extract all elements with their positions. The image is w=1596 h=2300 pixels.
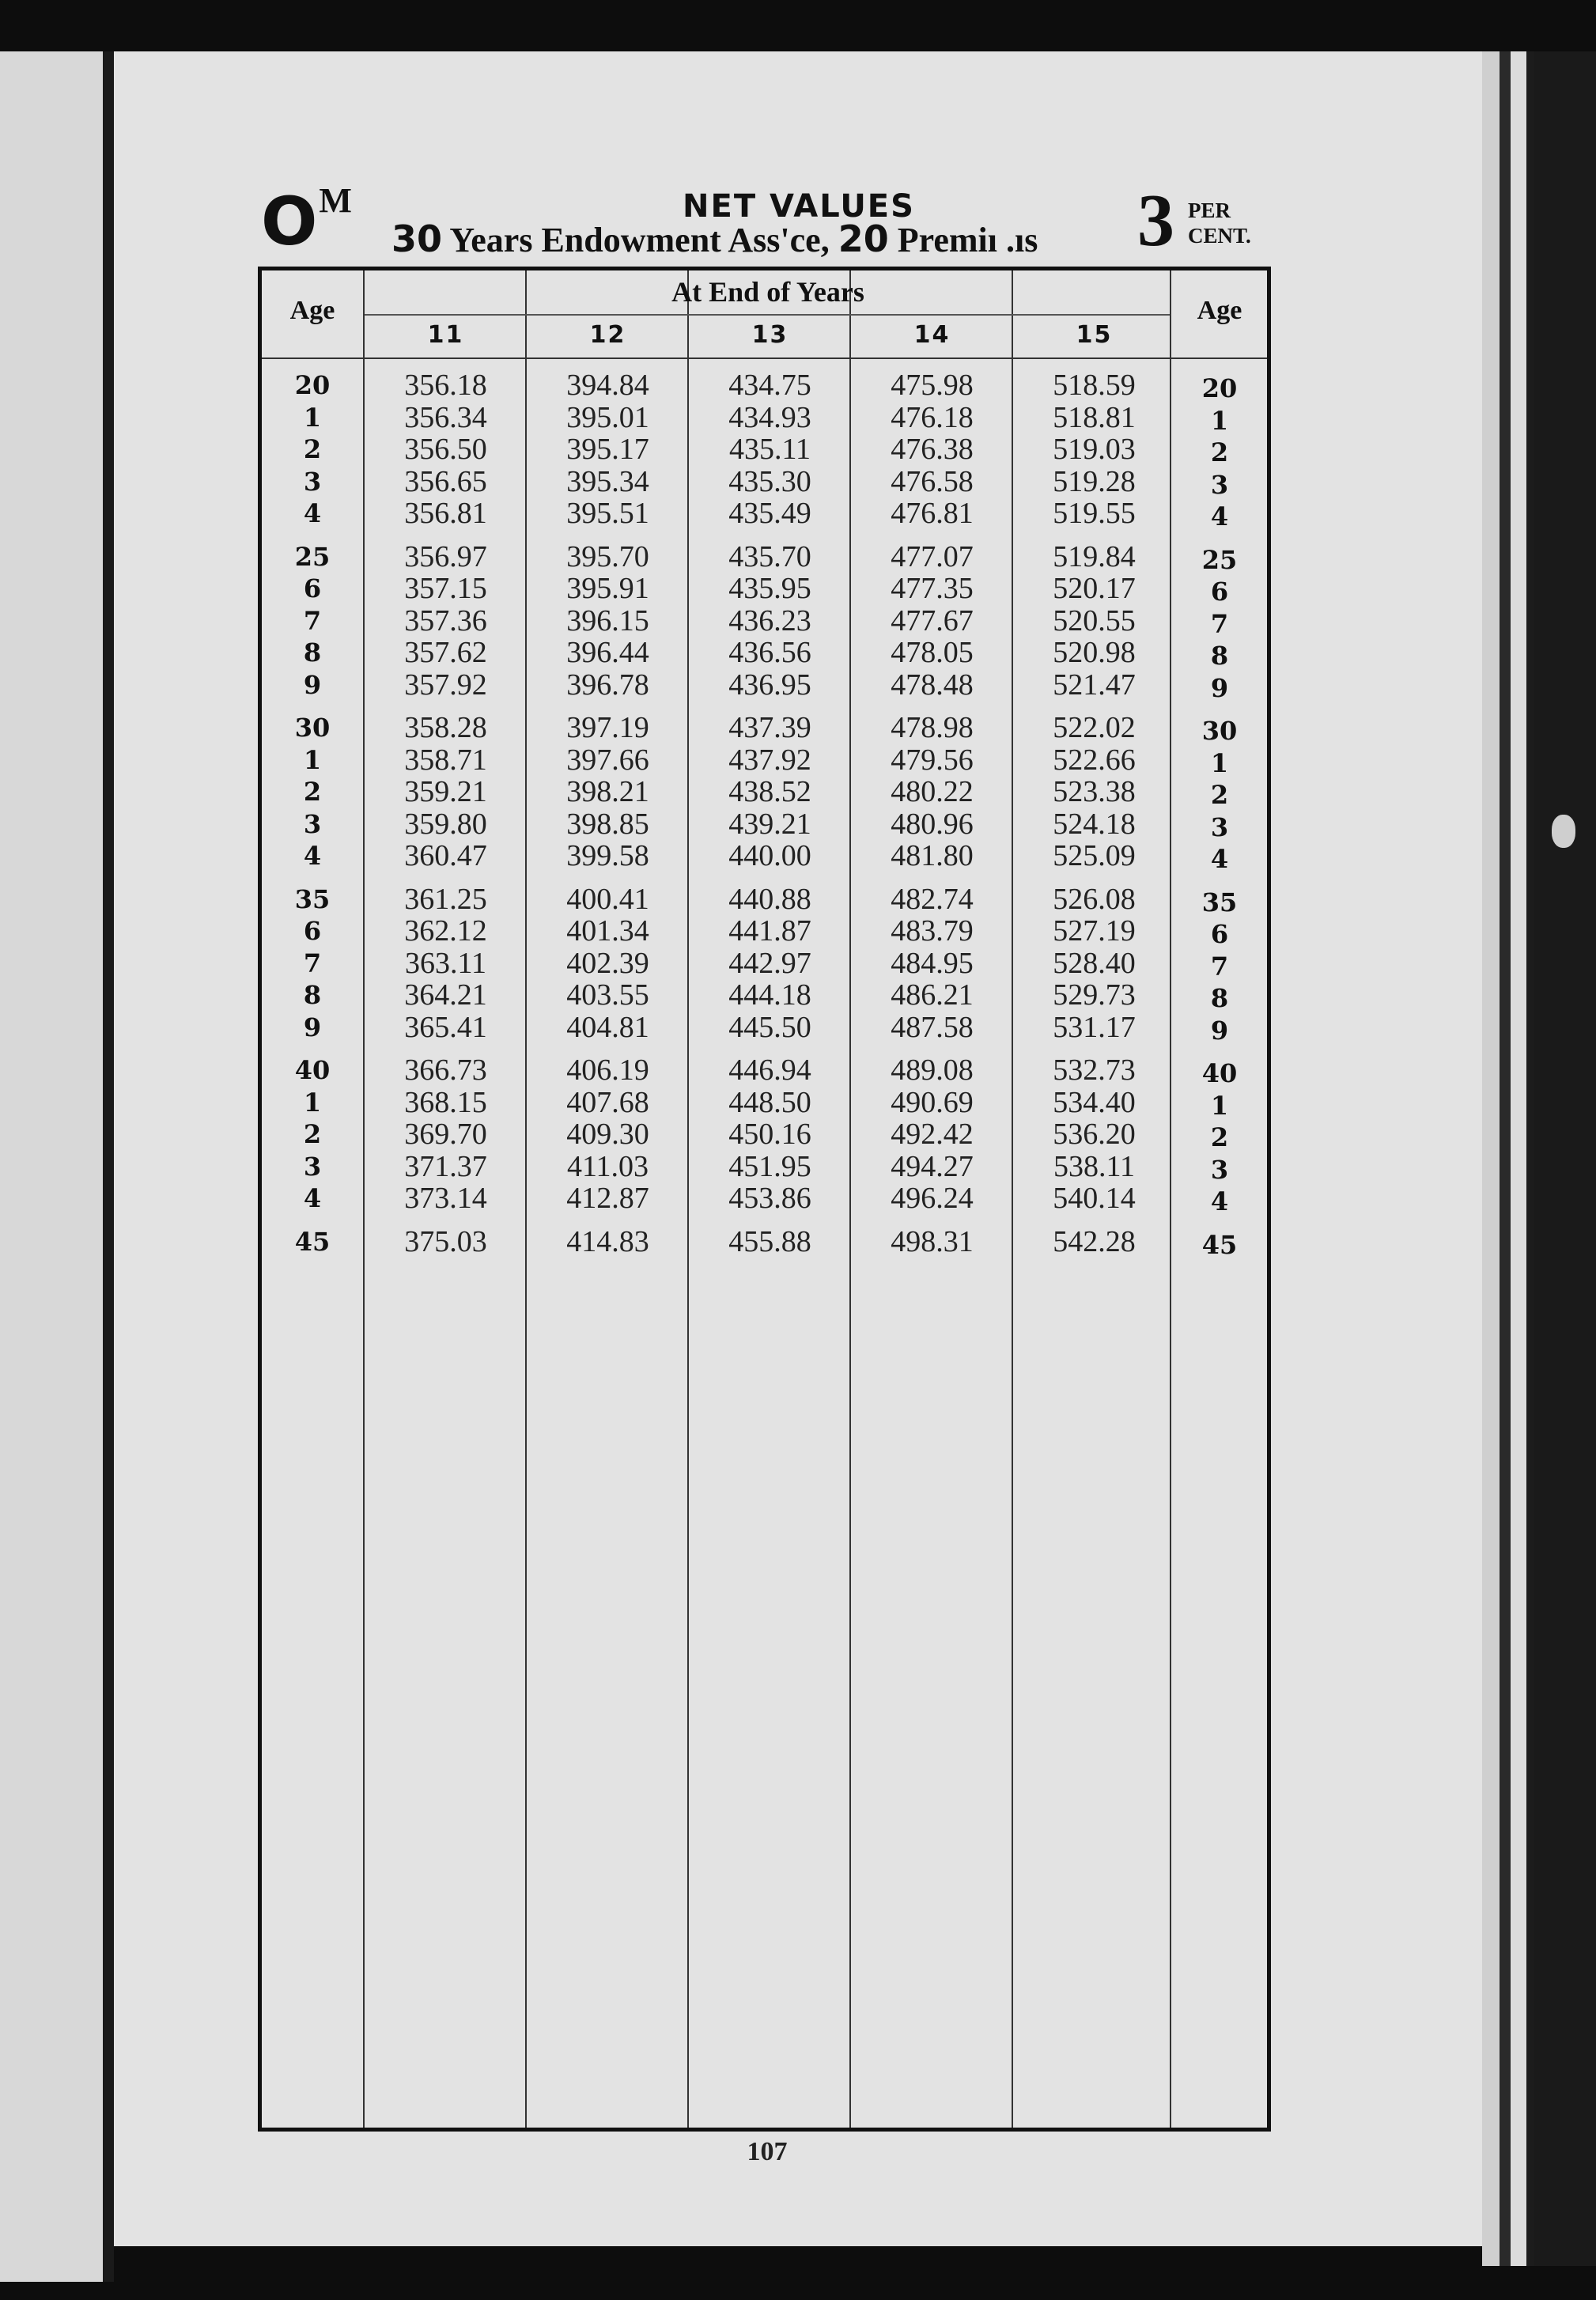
value-cell: 394.84 bbox=[566, 369, 649, 402]
age-cell-left: 2 bbox=[303, 434, 322, 464]
value-cell: 518.59 bbox=[1053, 369, 1136, 402]
value-cell: 480.22 bbox=[891, 775, 974, 808]
value-cell: 532.73 bbox=[1053, 1054, 1136, 1087]
page-number: 107 bbox=[747, 2137, 788, 2166]
value-cell: 396.15 bbox=[566, 603, 649, 637]
value-cell: 476.38 bbox=[891, 433, 974, 466]
age-cell-right: 4 bbox=[1210, 501, 1229, 531]
value-cell: 450.16 bbox=[728, 1118, 811, 1151]
value-cell: 395.70 bbox=[566, 539, 649, 573]
value-cell: 445.50 bbox=[728, 1010, 811, 1044]
value-cell: 434.93 bbox=[728, 400, 811, 434]
value-cell: 492.42 bbox=[891, 1118, 974, 1151]
value-cell: 529.73 bbox=[1053, 978, 1136, 1012]
age-cell-left: 6 bbox=[303, 573, 322, 603]
age-cell-left: 8 bbox=[303, 980, 322, 1010]
table-code-letter: O bbox=[261, 183, 318, 260]
page-edge-strip bbox=[1482, 51, 1500, 2266]
value-cell: 398.21 bbox=[566, 775, 649, 808]
value-cell: 364.21 bbox=[404, 978, 487, 1012]
column-header: 12 bbox=[589, 321, 626, 349]
value-cell: 356.65 bbox=[404, 464, 487, 498]
value-cell: 446.94 bbox=[728, 1054, 811, 1087]
value-cell: 411.03 bbox=[566, 1149, 649, 1183]
value-cell: 369.70 bbox=[404, 1118, 487, 1151]
age-header-right: Age bbox=[1197, 296, 1242, 325]
value-cell: 477.07 bbox=[891, 539, 974, 573]
value-cell: 398.85 bbox=[566, 807, 649, 841]
value-cell: 365.41 bbox=[404, 1010, 487, 1044]
value-cell: 496.24 bbox=[891, 1182, 974, 1215]
value-cell: 526.08 bbox=[1053, 882, 1136, 916]
rate-cent: CENT. bbox=[1188, 224, 1251, 248]
subtitle-years: 30 bbox=[391, 218, 443, 260]
age-cell-left: 40 bbox=[294, 1055, 331, 1085]
value-cell: 403.55 bbox=[566, 978, 649, 1012]
value-cell: 441.87 bbox=[728, 914, 811, 948]
table-code-superscript: M bbox=[319, 181, 352, 220]
page-edge-strip bbox=[1526, 51, 1534, 2266]
age-cell-right: 8 bbox=[1210, 983, 1229, 1013]
age-cell-right: 4 bbox=[1210, 844, 1229, 874]
value-cell: 356.18 bbox=[404, 369, 487, 402]
value-cell: 519.55 bbox=[1053, 497, 1136, 530]
value-cell: 404.81 bbox=[566, 1010, 649, 1044]
subheader-rule bbox=[365, 314, 1170, 316]
value-cell: 478.05 bbox=[891, 636, 974, 669]
age-cell-left: 4 bbox=[303, 498, 322, 528]
value-cell: 361.25 bbox=[404, 882, 487, 916]
age-cell-right: 40 bbox=[1201, 1058, 1238, 1088]
value-cell: 542.28 bbox=[1053, 1224, 1136, 1258]
value-cell: 396.44 bbox=[566, 636, 649, 669]
value-cell: 477.67 bbox=[891, 603, 974, 637]
age-cell-left: 25 bbox=[294, 541, 331, 572]
value-cell: 356.50 bbox=[404, 433, 487, 466]
value-cell: 453.86 bbox=[728, 1182, 811, 1215]
age-cell-left: 35 bbox=[294, 883, 331, 914]
age-cell-right: 7 bbox=[1210, 608, 1229, 639]
page-title: NET VALUES bbox=[683, 188, 915, 225]
age-cell-right: 20 bbox=[1201, 373, 1238, 403]
value-cell: 434.75 bbox=[728, 369, 811, 402]
subtitle-premiums-count: 20 bbox=[838, 218, 889, 260]
age-cell-right: 1 bbox=[1210, 1090, 1229, 1121]
age-cell-left: 7 bbox=[303, 605, 322, 636]
value-cell: 359.21 bbox=[404, 775, 487, 808]
value-cell: 442.97 bbox=[728, 946, 811, 980]
value-cell: 531.17 bbox=[1053, 1010, 1136, 1044]
value-cell: 523.38 bbox=[1053, 775, 1136, 808]
age-cell-left: 3 bbox=[303, 466, 322, 497]
value-cell: 522.66 bbox=[1053, 743, 1136, 777]
age-cell-right: 9 bbox=[1210, 1015, 1229, 1046]
age-cell-left: 2 bbox=[303, 1119, 322, 1149]
value-cell: 400.41 bbox=[566, 882, 649, 916]
value-cell: 357.15 bbox=[404, 572, 487, 605]
age-cell-right: 9 bbox=[1210, 672, 1229, 703]
page-edge-strip bbox=[1500, 51, 1511, 2266]
value-cell: 448.50 bbox=[728, 1085, 811, 1119]
age-cell-right: 3 bbox=[1210, 811, 1229, 842]
value-cell: 368.15 bbox=[404, 1085, 487, 1119]
value-cell: 436.56 bbox=[728, 636, 811, 669]
age-cell-right: 35 bbox=[1201, 887, 1238, 917]
page-edge-strip bbox=[1511, 51, 1526, 2266]
value-cell: 519.84 bbox=[1053, 539, 1136, 573]
value-cell: 476.81 bbox=[891, 497, 974, 530]
age-cell-left: 3 bbox=[303, 1151, 322, 1182]
value-cell: 395.01 bbox=[566, 400, 649, 434]
value-cell: 402.39 bbox=[566, 946, 649, 980]
age-cell-left: 45 bbox=[294, 1226, 331, 1257]
value-cell: 482.74 bbox=[891, 882, 974, 916]
age-cell-left: 4 bbox=[303, 1183, 322, 1213]
value-cell: 356.81 bbox=[404, 497, 487, 530]
value-cell: 359.80 bbox=[404, 807, 487, 841]
value-cell: 395.17 bbox=[566, 433, 649, 466]
value-cell: 397.19 bbox=[566, 711, 649, 744]
value-cell: 437.39 bbox=[728, 711, 811, 744]
value-cell: 494.27 bbox=[891, 1149, 974, 1183]
age-cell-left: 8 bbox=[303, 637, 322, 668]
value-cell: 483.79 bbox=[891, 914, 974, 948]
value-cell: 524.18 bbox=[1053, 807, 1136, 841]
value-cell: 399.58 bbox=[566, 839, 649, 872]
age-cell-right: 2 bbox=[1210, 1122, 1229, 1152]
value-cell: 540.14 bbox=[1053, 1182, 1136, 1215]
value-cell: 437.92 bbox=[728, 743, 811, 777]
age-cell-right: 45 bbox=[1201, 1229, 1238, 1260]
value-cell: 396.78 bbox=[566, 668, 649, 702]
age-cell-right: 1 bbox=[1210, 405, 1229, 436]
value-cell: 519.03 bbox=[1053, 433, 1136, 466]
age-cell-left: 3 bbox=[303, 808, 322, 839]
value-cell: 412.87 bbox=[566, 1182, 649, 1215]
value-cell: 475.98 bbox=[891, 369, 974, 402]
value-cell: 406.19 bbox=[566, 1054, 649, 1087]
value-cell: 476.58 bbox=[891, 464, 974, 498]
age-cell-right: 30 bbox=[1201, 716, 1238, 746]
value-cell: 373.14 bbox=[404, 1182, 487, 1215]
value-cell: 478.48 bbox=[891, 668, 974, 702]
value-cell: 520.98 bbox=[1053, 636, 1136, 669]
value-cell: 498.31 bbox=[891, 1224, 974, 1258]
value-cell: 527.19 bbox=[1053, 914, 1136, 948]
scan-speck bbox=[1552, 815, 1575, 848]
binding-gutter bbox=[103, 51, 114, 2282]
value-cell: 439.21 bbox=[728, 807, 811, 841]
value-cell: 481.80 bbox=[891, 839, 974, 872]
column-header: 15 bbox=[1076, 321, 1113, 349]
age-cell-left: 1 bbox=[303, 744, 322, 775]
age-cell-right: 8 bbox=[1210, 641, 1229, 671]
age-cell-right: 6 bbox=[1210, 919, 1229, 949]
value-cell: 356.34 bbox=[404, 400, 487, 434]
value-cell: 371.37 bbox=[404, 1149, 487, 1183]
age-cell-left: 20 bbox=[294, 370, 331, 400]
value-cell: 409.30 bbox=[566, 1118, 649, 1151]
value-cell: 435.70 bbox=[728, 539, 811, 573]
value-cell: 525.09 bbox=[1053, 839, 1136, 872]
value-cell: 520.55 bbox=[1053, 603, 1136, 637]
age-cell-right: 6 bbox=[1210, 577, 1229, 607]
age-cell-right: 2 bbox=[1210, 437, 1229, 467]
value-cell: 521.47 bbox=[1053, 668, 1136, 702]
value-cell: 487.58 bbox=[891, 1010, 974, 1044]
age-cell-left: 2 bbox=[303, 777, 322, 807]
age-cell-left: 1 bbox=[303, 1087, 322, 1118]
age-cell-right: 7 bbox=[1210, 951, 1229, 982]
column-header: 13 bbox=[751, 321, 789, 349]
age-cell-left: 30 bbox=[294, 713, 331, 743]
value-cell: 395.91 bbox=[566, 572, 649, 605]
header-rule bbox=[262, 357, 1267, 359]
value-cell: 366.73 bbox=[404, 1054, 487, 1087]
value-cell: 519.28 bbox=[1053, 464, 1136, 498]
value-cell: 455.88 bbox=[728, 1224, 811, 1258]
subtitle-premiums-text: Premiı .ıs bbox=[888, 221, 1038, 259]
value-cell: 520.17 bbox=[1053, 572, 1136, 605]
age-cell-left: 7 bbox=[303, 948, 322, 978]
age-cell-left: 9 bbox=[303, 1012, 322, 1042]
value-cell: 534.40 bbox=[1053, 1085, 1136, 1119]
age-cell-left: 4 bbox=[303, 841, 322, 871]
net-values-table bbox=[258, 267, 1271, 2132]
value-cell: 436.95 bbox=[728, 668, 811, 702]
value-cell: 401.34 bbox=[566, 914, 649, 948]
value-cell: 414.83 bbox=[566, 1224, 649, 1258]
age-cell-right: 25 bbox=[1201, 544, 1238, 575]
value-cell: 486.21 bbox=[891, 978, 974, 1012]
value-cell: 395.34 bbox=[566, 464, 649, 498]
subtitle-text: Years Endowment Ass'ce, bbox=[442, 221, 838, 259]
value-cell: 440.00 bbox=[728, 839, 811, 872]
value-cell: 538.11 bbox=[1053, 1149, 1136, 1183]
value-cell: 528.40 bbox=[1053, 946, 1136, 980]
value-cell: 362.12 bbox=[404, 914, 487, 948]
age-cell-left: 1 bbox=[303, 402, 322, 433]
value-cell: 489.08 bbox=[891, 1054, 974, 1087]
age-cell-right: 1 bbox=[1210, 747, 1229, 778]
value-cell: 436.23 bbox=[728, 603, 811, 637]
age-cell-right: 4 bbox=[1210, 1186, 1229, 1216]
value-cell: 478.98 bbox=[891, 711, 974, 744]
value-cell: 522.02 bbox=[1053, 711, 1136, 744]
value-cell: 356.97 bbox=[404, 539, 487, 573]
value-cell: 357.62 bbox=[404, 636, 487, 669]
value-cell: 357.36 bbox=[404, 603, 487, 637]
value-cell: 490.69 bbox=[891, 1085, 974, 1119]
age-cell-right: 3 bbox=[1210, 469, 1229, 500]
at-end-of-years-header: At End of Years bbox=[671, 276, 864, 308]
value-cell: 435.30 bbox=[728, 464, 811, 498]
value-cell: 435.49 bbox=[728, 497, 811, 530]
value-cell: 375.03 bbox=[404, 1224, 487, 1258]
page-edge-strip bbox=[1534, 51, 1596, 2266]
value-cell: 438.52 bbox=[728, 775, 811, 808]
age-cell-right: 3 bbox=[1210, 1154, 1229, 1185]
value-cell: 407.68 bbox=[566, 1085, 649, 1119]
value-cell: 357.92 bbox=[404, 668, 487, 702]
value-cell: 363.11 bbox=[404, 946, 487, 980]
column-header: 14 bbox=[913, 321, 951, 349]
value-cell: 518.81 bbox=[1053, 400, 1136, 434]
facing-page-edge bbox=[0, 51, 103, 2282]
value-cell: 484.95 bbox=[891, 946, 974, 980]
age-cell-left: 6 bbox=[303, 916, 322, 946]
value-cell: 360.47 bbox=[404, 839, 487, 872]
interest-rate-number: 3 bbox=[1137, 180, 1174, 262]
column-header: 11 bbox=[427, 321, 464, 349]
age-header-left: Age bbox=[289, 296, 335, 325]
interest-rate-label bbox=[1188, 198, 1251, 248]
page-subtitle bbox=[391, 218, 1038, 260]
value-cell: 358.71 bbox=[404, 743, 487, 777]
value-cell: 476.18 bbox=[891, 400, 974, 434]
value-cell: 479.56 bbox=[891, 743, 974, 777]
value-cell: 480.96 bbox=[891, 807, 974, 841]
value-cell: 397.66 bbox=[566, 743, 649, 777]
age-cell-right: 2 bbox=[1210, 780, 1229, 810]
value-cell: 536.20 bbox=[1053, 1118, 1136, 1151]
value-cell: 435.11 bbox=[728, 433, 811, 466]
value-cell: 477.35 bbox=[891, 572, 974, 605]
value-cell: 451.95 bbox=[728, 1149, 811, 1183]
value-cell: 395.51 bbox=[566, 497, 649, 530]
value-cell: 444.18 bbox=[728, 978, 811, 1012]
value-cell: 358.28 bbox=[404, 711, 487, 744]
value-cell: 440.88 bbox=[728, 882, 811, 916]
rate-per: PER bbox=[1188, 199, 1231, 222]
value-cell: 435.95 bbox=[728, 572, 811, 605]
age-cell-left: 9 bbox=[303, 669, 322, 700]
